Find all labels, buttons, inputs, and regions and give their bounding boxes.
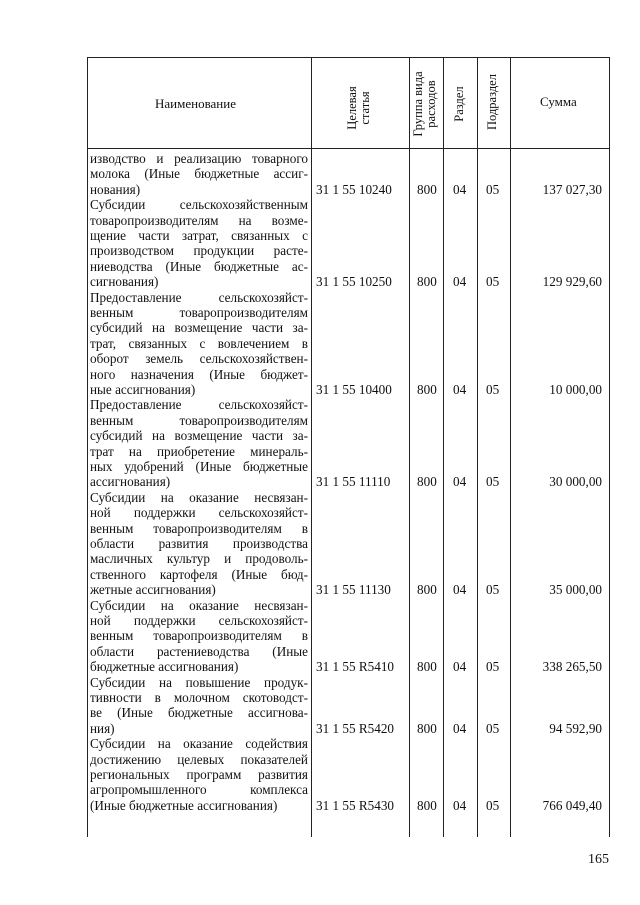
- row-name-line: ственного картофеля (Иные бюд-: [90, 566, 308, 582]
- column-divider: [409, 57, 410, 837]
- row-name-line: оборот земель сельскохозяйствен-: [90, 351, 308, 367]
- row-name-line: бюджетные ассигнования): [90, 659, 239, 675]
- row-sum: 129 929,60: [542, 274, 602, 290]
- row-name-line: тивности в молочном скотоводст-: [90, 690, 308, 705]
- row-name-line: венным товаропроизводителям: [90, 412, 308, 428]
- column-divider: [510, 57, 511, 837]
- row-name: [90, 397, 308, 489]
- row-name-line: ные ассигнования): [90, 382, 196, 398]
- row-subsection: 05: [486, 181, 500, 197]
- row-sum: 30 000,00: [549, 474, 602, 490]
- row-target-article: 31 1 55 10240: [316, 181, 392, 197]
- row-name-line: Субсидии на повышение продук-: [90, 674, 308, 690]
- row-name-line: ных удобрений (Иные бюджетные: [90, 459, 308, 475]
- row-name-line: Субсидии на оказание несвязан-: [90, 597, 308, 613]
- row-name-line: трат, связанных с вовлечением в: [90, 335, 308, 351]
- row-subsection: 05: [486, 474, 500, 490]
- row-name-line: жетные ассигнования): [90, 582, 216, 598]
- budget-table: [87, 57, 610, 837]
- table-top-border: [87, 57, 610, 58]
- row-name-line: ниеводства (Иные бюджетные ас-: [90, 258, 308, 274]
- row-name: [90, 675, 308, 737]
- row-subsection: 05: [486, 274, 500, 290]
- row-sum: 35 000,00: [549, 582, 602, 598]
- row-name-line: Предоставление сельскохозяйст-: [90, 397, 308, 413]
- row-name-line: молока (Иные бюджетные ассиг-: [90, 166, 308, 182]
- table-right-border: [609, 57, 610, 837]
- row-name-line: венным товаропроизводителям в: [90, 628, 308, 644]
- row-expense-group: 800: [417, 274, 437, 290]
- header-target-article: Целевая статья: [345, 86, 372, 130]
- row-section: 04: [453, 474, 467, 490]
- row-name-line: изводство и реализацию товарного: [90, 151, 308, 166]
- row-name: [90, 490, 308, 598]
- header-sum: Сумма: [540, 94, 577, 109]
- row-subsection: 05: [486, 720, 500, 736]
- row-name-line: трат на приобретение минераль-: [90, 443, 308, 459]
- row-subsection: 05: [486, 382, 500, 397]
- row-name-line: региональных программ развития: [90, 767, 308, 782]
- row-name-line: области развития производства: [90, 536, 308, 552]
- row-sum: 137 027,30: [542, 181, 602, 197]
- row-expense-group: 800: [417, 582, 437, 598]
- row-expense-group: 800: [417, 474, 437, 490]
- row-target-article: 31 1 55 10250: [316, 274, 392, 290]
- row-section: 04: [453, 181, 467, 197]
- row-name-line: ной поддержки сельскохозяйст-: [90, 505, 308, 521]
- row-sum: 94 592,90: [549, 720, 602, 736]
- row-name-line: Субсидии сельскохозяйственным: [90, 197, 308, 213]
- row-name: [90, 197, 308, 289]
- column-divider: [443, 57, 444, 837]
- row-name-line: производством продукции расте-: [90, 243, 308, 259]
- row-target-article: 31 1 55 R5420: [316, 720, 395, 736]
- row-name: [90, 290, 308, 398]
- header-name: Наименование: [155, 96, 236, 111]
- row-name-line: агропромышленного комплекса: [90, 782, 308, 798]
- row-expense-group: 800: [417, 797, 437, 813]
- row-section: 04: [453, 582, 467, 598]
- row-name-line: товаропроизводителям на возме-: [90, 212, 308, 228]
- row-subsection: 05: [486, 659, 500, 675]
- column-divider: [477, 57, 478, 837]
- row-name-line: нования): [90, 181, 141, 197]
- row-name-line: Субсидии на оказание содействия: [90, 736, 308, 752]
- row-name-line: субсидий на возмещение части за-: [90, 320, 308, 336]
- row-name-line: (Иные бюджетные ассигнования): [90, 797, 278, 813]
- row-name-line: щение части затрат, связанных с: [90, 228, 308, 243]
- row-expense-group: 800: [417, 659, 437, 675]
- row-name-line: сигнования): [90, 274, 159, 290]
- row-name-line: венным товаропроизводителям: [90, 305, 308, 320]
- row-name-line: венным товаропроизводителям в: [90, 520, 308, 536]
- column-divider: [311, 57, 312, 837]
- row-name-line: Субсидии на оказание несвязан-: [90, 489, 308, 505]
- row-sum: 10 000,00: [549, 382, 602, 397]
- row-name-line: субсидий на возмещение части за-: [90, 428, 308, 444]
- row-name: [90, 598, 308, 675]
- row-name-line: Предоставление сельскохозяйст-: [90, 289, 308, 305]
- row-name: [90, 151, 308, 197]
- row-target-article: 31 1 55 10400: [316, 382, 392, 397]
- row-name-line: области растениеводства (Иные: [90, 643, 308, 659]
- row-section: 04: [453, 720, 467, 736]
- row-section: 04: [453, 797, 467, 813]
- header-subsection: Подраздел: [485, 74, 499, 130]
- row-section: 04: [453, 382, 467, 397]
- row-sum: 766 049,40: [542, 797, 602, 813]
- table-left-border: [87, 57, 88, 837]
- row-name-line: ного назначения (Иные бюджет-: [90, 366, 308, 382]
- row-subsection: 05: [486, 582, 500, 598]
- row-target-article: 31 1 55 11110: [316, 474, 391, 490]
- header-expense-group: Группа вида расходов: [411, 71, 438, 137]
- row-target-article: 31 1 55 R5430: [316, 797, 395, 813]
- row-name: [90, 736, 308, 813]
- row-expense-group: 800: [417, 181, 437, 197]
- row-name-line: достижению целевых показателей: [90, 751, 308, 767]
- row-section: 04: [453, 659, 467, 675]
- row-name-line: ассигнования): [90, 474, 171, 490]
- row-section: 04: [453, 274, 467, 290]
- row-target-article: 31 1 55 R5410: [316, 659, 395, 675]
- row-subsection: 05: [486, 797, 500, 813]
- row-target-article: 31 1 55 11130: [316, 582, 391, 598]
- page-number: 165: [588, 852, 609, 867]
- row-expense-group: 800: [417, 720, 437, 736]
- row-expense-group: 800: [417, 382, 437, 397]
- row-name-line: ния): [90, 720, 115, 736]
- header-section: Раздел: [452, 86, 466, 122]
- row-name-line: ной поддержки сельскохозяйст-: [90, 613, 308, 628]
- row-sum: 338 265,50: [542, 659, 602, 675]
- row-name-line: ве (Иные бюджетные ассигнова-: [90, 705, 308, 721]
- row-name-line: масличных культур и продоволь-: [90, 551, 308, 567]
